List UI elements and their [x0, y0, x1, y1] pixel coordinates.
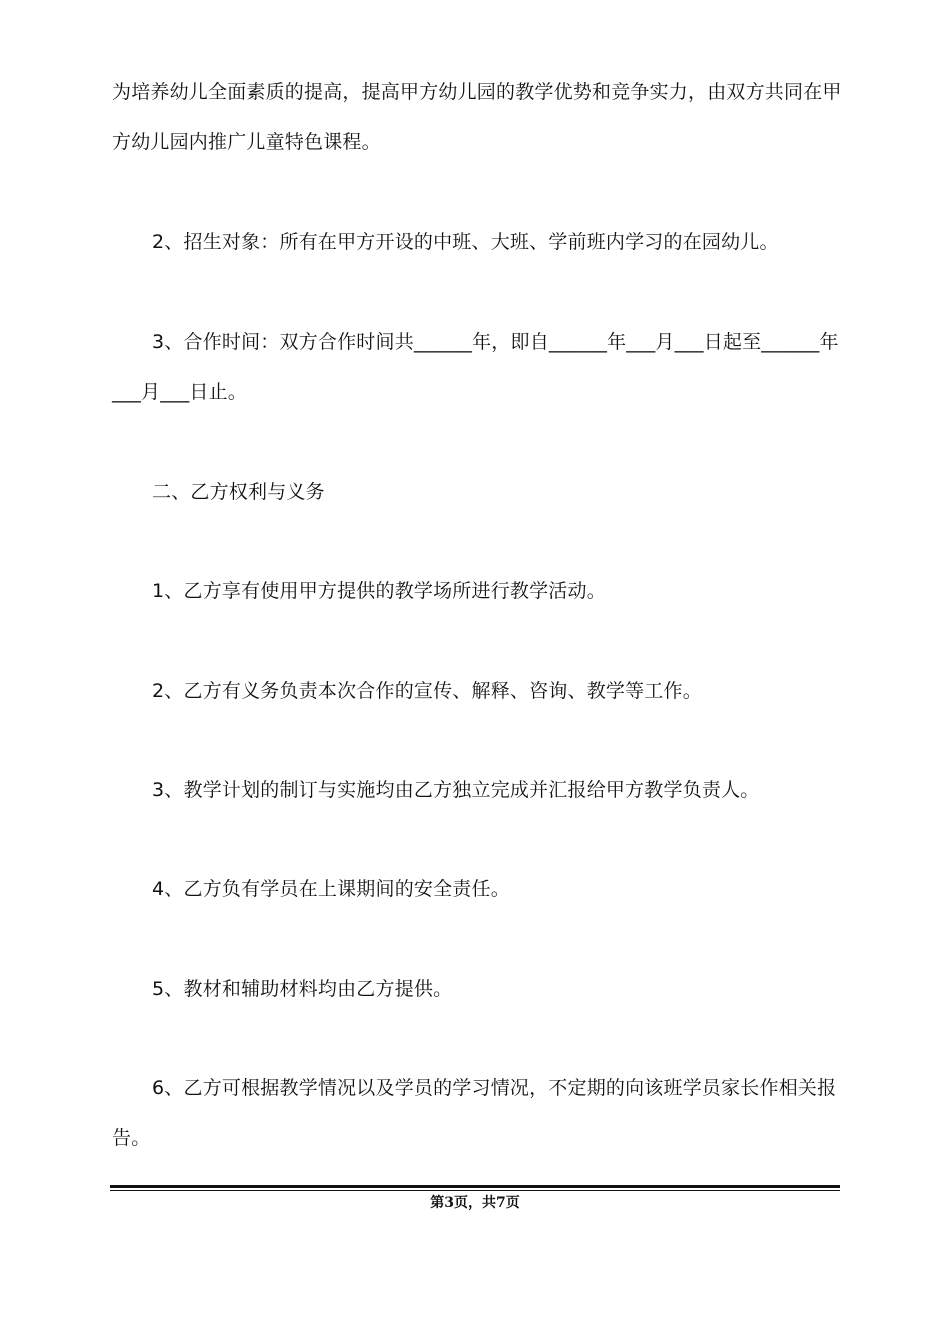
clause-2: 2、乙方有义务负责本次合作的宣传、解释、咨询、教学等工作。 — [152, 680, 702, 702]
clause-3: 3、教学计划的制订与实施均由乙方独立完成并汇报给甲方教学负责人。 — [152, 779, 760, 801]
clause-6: 6、乙方可根据教学情况以及学员的学习情况，不定期的向该班学员家长作相关报告。 — [112, 1077, 837, 1149]
page-number-footer: 第3页，共7页 — [430, 1195, 520, 1211]
enrollment-target-paragraph: 2、招生对象：所有在甲方开设的中班、大班、学前班内学习的在园幼儿。 — [152, 231, 779, 253]
clause-1: 1、乙方享有使用甲方提供的教学场所进行教学活动。 — [152, 580, 606, 602]
intro-paragraph: 为培养幼儿全面素质的提高，提高甲方幼儿园的教学优势和竞争实力，由双方共同在甲方幼儿园内推广儿童特色课程。 — [112, 81, 842, 153]
clause-5: 5、教材和辅助材料均由乙方提供。 — [152, 978, 453, 1000]
clause-4: 4、乙方负有学员在上课期间的安全责任。 — [152, 878, 510, 900]
footer-divider-thin — [110, 1190, 840, 1191]
footer-divider-thick — [110, 1185, 840, 1188]
cooperation-period-paragraph: 3、合作时间：双方合作时间共______年，即自______年___月___日起至______年___月___日止。 — [112, 331, 839, 403]
section-heading-party-b-rights: 二、乙方权利与义务 — [152, 481, 325, 503]
